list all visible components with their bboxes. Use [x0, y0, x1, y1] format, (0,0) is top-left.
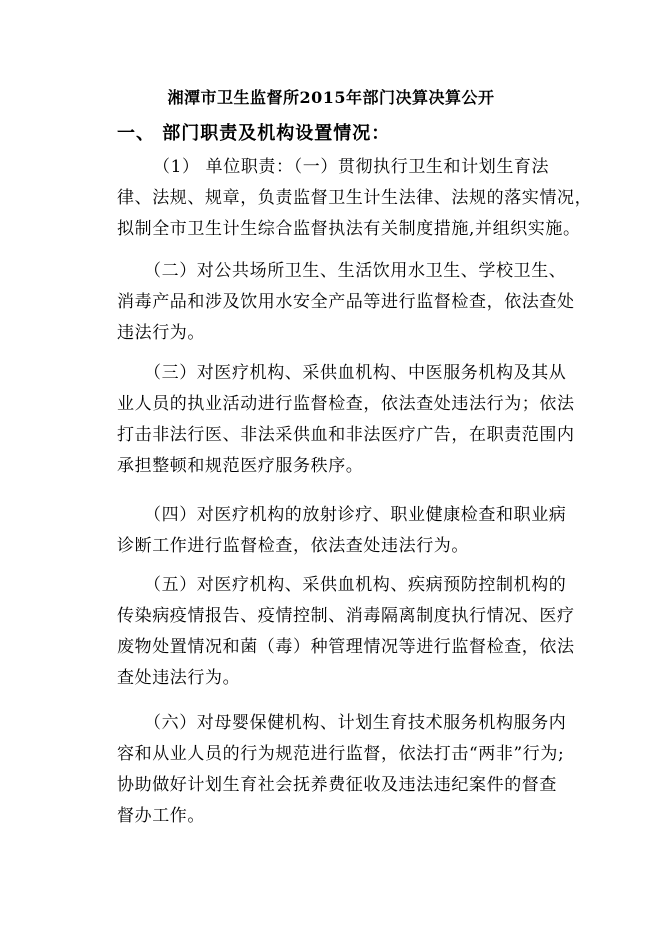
paragraph-line: 违法行为。	[117, 323, 205, 343]
paragraph-line: （六）对母婴保健机构、计划生育技术服务机构服务内	[144, 713, 567, 733]
paragraph-duties-4	[117, 500, 567, 562]
document-title: 湘潭市卫生监督所2015年部门决算决算公开	[167, 88, 495, 107]
paragraph-line: 容和从业人员的行为规范进行监督，依法打击“两非”行为;	[117, 744, 565, 764]
paragraph-line: 废物处置情况和菌（毒）种管理情况等进行监督检查，依法	[117, 637, 575, 657]
paragraph-line: 查处违法行为。	[117, 668, 241, 688]
paragraph-line: 督办工作。	[117, 806, 205, 826]
paragraph-line: 协助做好计划生育社会抚养费征收及违法违纪案件的督查	[117, 775, 557, 795]
paragraph-duties-3	[117, 358, 575, 482]
paragraph-line: 打击非法行医、非法采供血和非法医疗广告，在职责范围内	[117, 425, 575, 445]
paragraph-line: （二）对公共场所卫生、生活饮用水卫生、学校卫生、	[144, 261, 567, 281]
paragraph-line: 业人员的执业活动进行监督检查，依法查处违法行为；依法	[117, 394, 575, 414]
paragraph-line: 承担整顿和规范医疗服务秩序。	[117, 456, 364, 476]
paragraph-line: （四）对医疗机构的放射诊疗、职业健康检查和职业病	[144, 505, 567, 525]
paragraph-line: （1） 单位职责：（一）贯彻执行卫生和计划生育法	[153, 157, 550, 177]
paragraph-duties-1	[117, 152, 593, 245]
paragraph-line: （三）对医疗机构、采供血机构、中医服务机构及其从	[144, 363, 567, 383]
paragraph-line: 消毒产品和涉及饮用水安全产品等进行监督检查，依法查处	[117, 292, 575, 312]
paragraph-duties-6	[117, 708, 567, 832]
paragraph-line: 拟制全市卫生计生综合监督执法有关制度措施,并组织实施。	[117, 219, 581, 239]
paragraph-line: 传染病疫情报告、疫情控制、消毒隔离制度执行情况、医疗	[117, 606, 575, 626]
paragraph-line: （五）对医疗机构、采供血机构、疾病预防控制机构的	[144, 575, 567, 595]
section-heading: 一、 部门职责及机构设置情况：	[117, 123, 391, 144]
paragraph-line: 律、法规、规章，负责监督卫生计生法律、法规的落实情况，	[117, 188, 593, 208]
paragraph-duties-5	[117, 570, 575, 694]
paragraph-line: 诊断工作进行监督检查，依法查处违法行为。	[117, 536, 469, 556]
paragraph-duties-2	[117, 256, 575, 349]
